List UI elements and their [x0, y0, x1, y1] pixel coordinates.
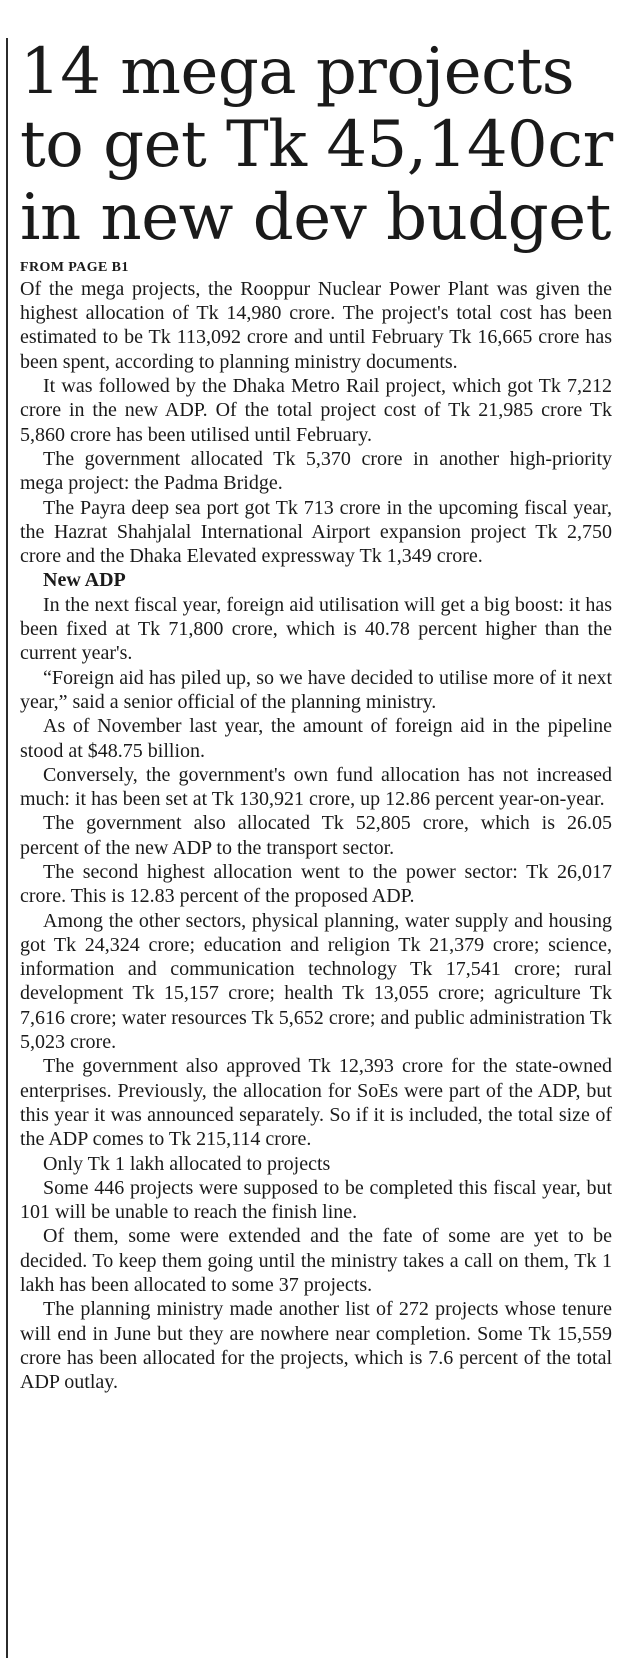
- column-rule: [6, 38, 8, 1658]
- paragraph: The government also allocated Tk 52,805 crore, which is 26.05 percent of the new ADP to the transport sector.: [20, 812, 612, 859]
- paragraph: Only Tk 1 lakh allocated to projects: [43, 1152, 331, 1175]
- paragraph: The planning ministry made another list of 272 projects whose tenure will end in June but they are nowhere near completion. Some Tk 15,559 crore has been allocated for the projects, which is 7.6 percent of the total ADP outlay.: [20, 1298, 612, 1394]
- paragraph: The government also approved Tk 12,393 crore for the state-owned enterprises. Previously, the allocation for SoEs were part of the ADP, but this year it was announced separately. So if it is included, the total size of the ADP comes to Tk 215,114 crore.: [20, 1055, 612, 1151]
- paragraph: Of them, some were extended and the fate of some are yet to be decided. To keep them going until the ministry takes a call on them, Tk 1 lakh has been allocated to some 37 projects.: [20, 1225, 612, 1297]
- paragraph: The second highest allocation went to the power sector: Tk 26,017 crore. This is 12.83 percent of the proposed ADP.: [20, 860, 612, 908]
- paragraph: The government allocated Tk 5,370 crore in another high-priority mega project: the Padma Bridge.: [20, 447, 612, 495]
- paragraph: It was followed by the Dhaka Metro Rail project, which got Tk 7,212 crore in the new ADP. Of the total project cost of Tk 21,985 crore Tk 5,860 crore has been utilised until February.: [20, 375, 612, 446]
- paragraph: Of the mega projects, the Rooppur Nuclear Power Plant was given the highest allocation of Tk 14,980 crore. The project's total cost has been estimated to be Tk 113,092 crore and until February Tk 16,665 crore has been spent, according to planning ministry documents.: [20, 277, 612, 373]
- paragraph: “Foreign aid has piled up, so we have decided to utilise more of it next year,” said a senior official of the planning ministry.: [20, 666, 612, 713]
- paragraph: The Payra deep sea port got Tk 713 crore in the upcoming fiscal year, the Hazrat Shahjalal International Airport expansion project Tk 2,750 crore and the Dhaka Elevated expressway Tk 1,349 crore.: [20, 496, 612, 568]
- section-subhead: New ADP: [43, 569, 126, 592]
- paragraph: Conversely, the government's own fund allocation has not increased much: it has been set at Tk 130,921 crore, up 12.86 percent year-on-year.: [20, 763, 612, 811]
- paragraph: As of November last year, the amount of foreign aid in the pipeline stood at $48.75 billion.: [20, 715, 612, 762]
- dateline: FROM PAGE B1: [20, 259, 129, 275]
- paragraph: In the next fiscal year, foreign aid utilisation will get a big boost: it has been fixed at Tk 71,800 crore, which is 40.78 percent higher than the current year's.: [20, 593, 612, 665]
- headline-line: in new dev budget: [20, 180, 611, 255]
- headline-line: 14 mega projects: [20, 35, 575, 109]
- headline-line: to get Tk 45,140cr: [20, 107, 613, 182]
- headline: [20, 36, 612, 255]
- paragraph: Among the other sectors, physical planning, water supply and housing got Tk 24,324 crore; education and religion Tk 21,379 crore; science, information and communication technology Tk 17,541 crore; rural development Tk 15,157 crore; health Tk 13,055 crore; agriculture Tk 7,616 crore; water resources Tk 5,652 crore; and public administration Tk 5,023 crore.: [20, 909, 612, 1054]
- paragraph: Some 446 projects were supposed to be completed this fiscal year, but 101 will be unable to reach the finish line.: [20, 1176, 612, 1224]
- article-body: [20, 277, 612, 1395]
- news-article: [20, 36, 612, 1395]
